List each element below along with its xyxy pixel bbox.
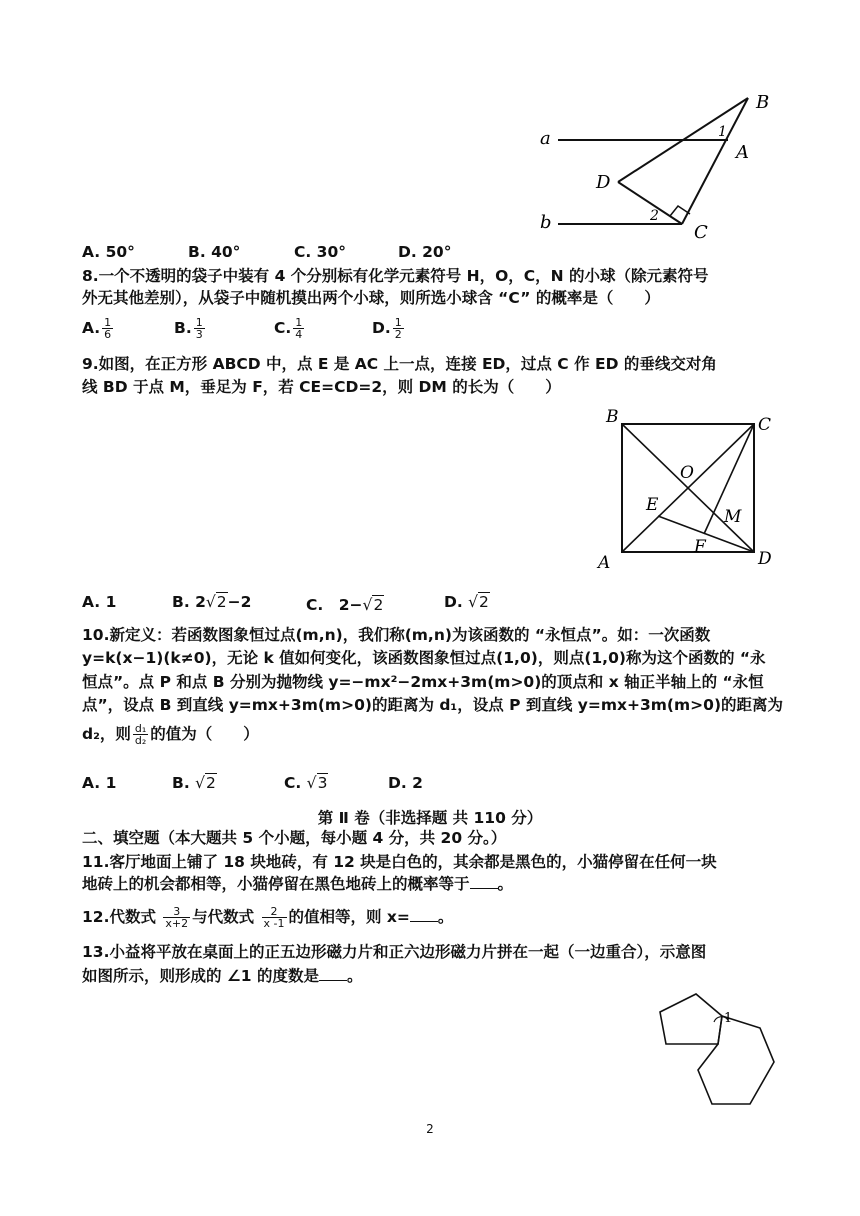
page-number: 2 xyxy=(426,1122,434,1136)
q9-option-a: A. 1 xyxy=(82,593,117,611)
q10-option-b: B. √2 xyxy=(172,774,216,792)
q7-option-b: B. 40° xyxy=(188,243,241,261)
q7-label-2: 2 xyxy=(650,208,659,224)
q7-figure xyxy=(530,88,790,240)
q9-label-A: A xyxy=(598,553,611,573)
q10-text-line3: 恒点”。点 P 和点 B 分别为抛物线 y=−mx²−2mx+3m(m>0)的顶点和 x 轴正半轴上的 “永恒 xyxy=(82,673,764,691)
q13-figure xyxy=(648,986,784,1112)
q9-text-line1: 9.如图，在正方形 ABCD 中，点 E 是 AC 上一点，连接 ED，过点 C 作 ED 的垂线交对角 xyxy=(82,355,717,373)
q13-label-1: 1 xyxy=(724,1011,733,1026)
q10-text-line2: y=k(x−1)(k≠0)，无论 k 值如何变化，该函数图象恒过点(1,0)，则点(1,0)称为这个函数的 “永 xyxy=(82,649,766,667)
q10-option-c: C. √3 xyxy=(284,774,328,792)
section-heading: 二、填空题（本大题共 5 个小题，每小题 4 分，共 20 分。） xyxy=(82,829,507,847)
q8-option-a: A. $\frac{1}{6}$ xyxy=(82,316,112,341)
q9-label-E: E xyxy=(646,495,659,515)
q11-answer-blank xyxy=(470,874,498,889)
q8-text-line1: 8.一个不透明的袋子中装有 4 个分别标有化学元素符号 H，O，C，N 的小球（除元素符号 xyxy=(82,267,709,285)
q9-option-c: C. 2−√2 xyxy=(306,596,384,614)
q13-answer-blank xyxy=(319,966,347,981)
q8-option-d: D. $\frac{1}{2}$ xyxy=(372,316,402,341)
q9-label-F: F xyxy=(694,537,706,557)
q7-label-b: b xyxy=(540,212,552,233)
q10-text-line1: 10.新定义：若函数图象恒过点(m,n)，我们称(m,n)为该函数的 “永恒点”。如：一次函数 xyxy=(82,626,711,644)
q10-text-line4: 点”，设点 B 到直线 y=mx+3m(m>0)的距离为 d₁，设点 P 到直线 y=mx+3m(m>0)的距离为 xyxy=(82,696,784,714)
q7-label-A: A xyxy=(736,142,749,163)
q9-label-C: C xyxy=(758,415,772,435)
q8-text-line2: 外无其他差别），从袋子中随机摸出两个小球，则所选小球含 “C” 的概率是（ ） xyxy=(82,289,660,307)
q13-text-line1: 13.小益将平放在桌面上的正五边形磁力片和正六边形磁力片拼在一起（一边重合），示意图 xyxy=(82,943,707,961)
q7-option-a: A. 50° xyxy=(82,243,135,261)
q7-label-a: a xyxy=(540,128,551,149)
q9-figure xyxy=(596,404,780,576)
q7-label-1: 1 xyxy=(718,124,727,140)
q11-text-line1: 11.客厅地面上铺了 18 块地砖，有 12 块是白色的，其余都是黑色的，小猫停留在任何一块 xyxy=(82,853,717,871)
q9-option-d: D. √2 xyxy=(444,593,489,611)
q9-label-D: D xyxy=(758,549,772,569)
q7-label-B: B xyxy=(756,92,770,113)
q9-label-B: B xyxy=(606,407,619,427)
q9-option-b: B. 2√2−2 xyxy=(172,593,252,611)
q7-option-d: D. 20° xyxy=(398,243,452,261)
q12-answer-blank xyxy=(410,907,438,922)
q7-label-C: C xyxy=(694,222,708,240)
q7-label-D: D xyxy=(596,172,611,193)
q12-text: 12.代数式 $\frac{3}{x+2}$ 与代数式 $\frac{2}{x -1}$ 的值相等，则 x= 。 xyxy=(82,905,454,930)
q9-label-O: O xyxy=(680,463,694,483)
q9-label-M: M xyxy=(724,507,742,527)
q9-text-line2: 线 BD 于点 M，垂足为 F，若 CE=CD=2，则 DM 的长为（ ） xyxy=(82,378,561,396)
q8-option-b: B. $\frac{1}{3}$ xyxy=(174,316,203,341)
q13-text-line2: 如图所示，则形成的 ∠1 的度数是 。 xyxy=(82,967,363,985)
part2-title: 第 Ⅱ 卷（非选择题 共 110 分） xyxy=(317,809,543,827)
q10-option-a: A. 1 xyxy=(82,774,117,792)
q11-text-line2: 地砖上的机会都相等，小猫停留在黑色地砖上的概率等于 。 xyxy=(82,875,514,893)
q7-option-c: C. 30° xyxy=(294,243,346,261)
q10-text-line5: d₂，则 $\frac{\text{d₁}}{\text{d₂}}$ 的值为（ ） xyxy=(82,722,259,747)
q8-option-c: C. $\frac{1}{4}$ xyxy=(274,316,303,341)
q10-option-d: D. 2 xyxy=(388,774,423,792)
